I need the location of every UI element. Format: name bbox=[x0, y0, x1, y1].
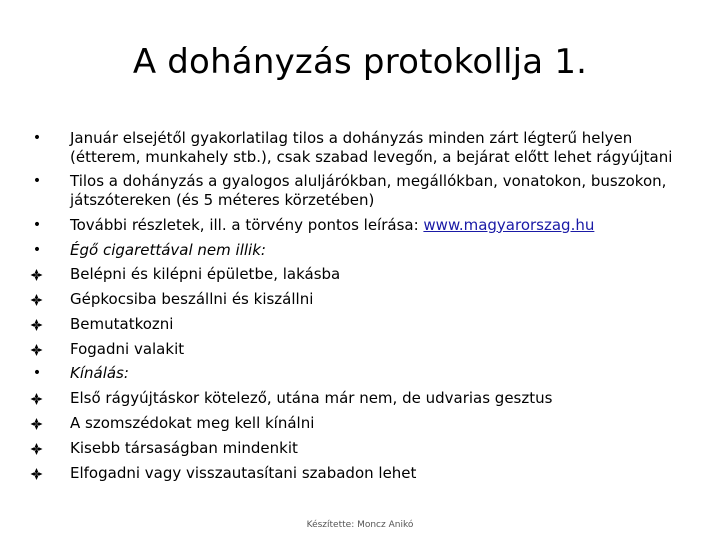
diamond-bullet-icon bbox=[30, 340, 44, 356]
bullet-item bbox=[30, 129, 700, 166]
bullet-item bbox=[30, 464, 700, 483]
bullet-list bbox=[30, 129, 700, 488]
bullet-text: Fogadni valakit bbox=[70, 339, 185, 358]
bullet-item bbox=[30, 172, 700, 209]
bullet-text: Gépkocsiba beszállni és kiszállni bbox=[70, 290, 314, 309]
bullet-text: Január elsejétől gyakorlatilag tilos a dohányzás minden zárt légterű helyen (étterem, munkahely stb.), csak szabad levegőn, a bejárat előtt lehet rágyújtani bbox=[70, 129, 673, 166]
bullet-text: A szomszédokat meg kell kínálni bbox=[70, 414, 315, 432]
bullet-item bbox=[30, 389, 700, 408]
dot-bullet-icon: • bbox=[32, 365, 42, 382]
slide-title: A dohányzás protokollja 1. bbox=[132, 42, 588, 82]
bullet-text: Kisebb társaságban mindenkit bbox=[70, 438, 298, 457]
dot-bullet-icon: • bbox=[32, 130, 42, 146]
diamond-bullet-icon bbox=[30, 389, 44, 405]
bullet-text: Belépni és kilépni épületbe, lakásba bbox=[70, 265, 341, 284]
website-link[interactable]: www.magyarorszag.hu bbox=[423, 215, 595, 234]
bullet-text: Bemutatkozni bbox=[70, 314, 174, 333]
bullet-item bbox=[30, 414, 700, 433]
bullet-item bbox=[30, 241, 700, 260]
bullet-item bbox=[30, 364, 700, 383]
bullet-text-prefix: További részletek, ill. a törvény pontos leírása: bbox=[70, 215, 424, 234]
bullet-text: Kínálás: bbox=[70, 364, 129, 383]
bullet-text bbox=[70, 216, 594, 234]
bullet-text: Tilos a dohányzás a gyalogos aluljárókban, megállókban, vonatokon, buszokon, játszótereken (és 5 méteres körzetében) bbox=[70, 172, 667, 209]
bullet-item bbox=[30, 315, 700, 334]
bullet-text: Első rágyújtáskor kötelező, utána már nem, de udvarias gesztus bbox=[70, 389, 553, 408]
bullet-item bbox=[30, 290, 700, 309]
slide-footer: Készítette: Moncz Anikó bbox=[306, 520, 414, 530]
diamond-bullet-icon bbox=[30, 265, 44, 281]
bullet-item bbox=[30, 216, 700, 235]
diamond-bullet-icon bbox=[30, 414, 44, 430]
dot-bullet-icon: • bbox=[32, 241, 42, 258]
bullet-item bbox=[30, 439, 700, 458]
diamond-bullet-icon bbox=[30, 290, 44, 306]
bullet-item bbox=[30, 340, 700, 359]
bullet-text: Elfogadni vagy visszautasítani szabadon lehet bbox=[70, 463, 417, 482]
bullet-text: Égő cigarettával nem illik: bbox=[70, 240, 266, 259]
dot-bullet-icon: • bbox=[32, 173, 42, 190]
dot-bullet-icon: • bbox=[32, 216, 42, 233]
diamond-bullet-icon bbox=[30, 464, 44, 480]
diamond-bullet-icon bbox=[30, 439, 44, 455]
bullet-item bbox=[30, 265, 700, 284]
diamond-bullet-icon bbox=[30, 315, 44, 331]
